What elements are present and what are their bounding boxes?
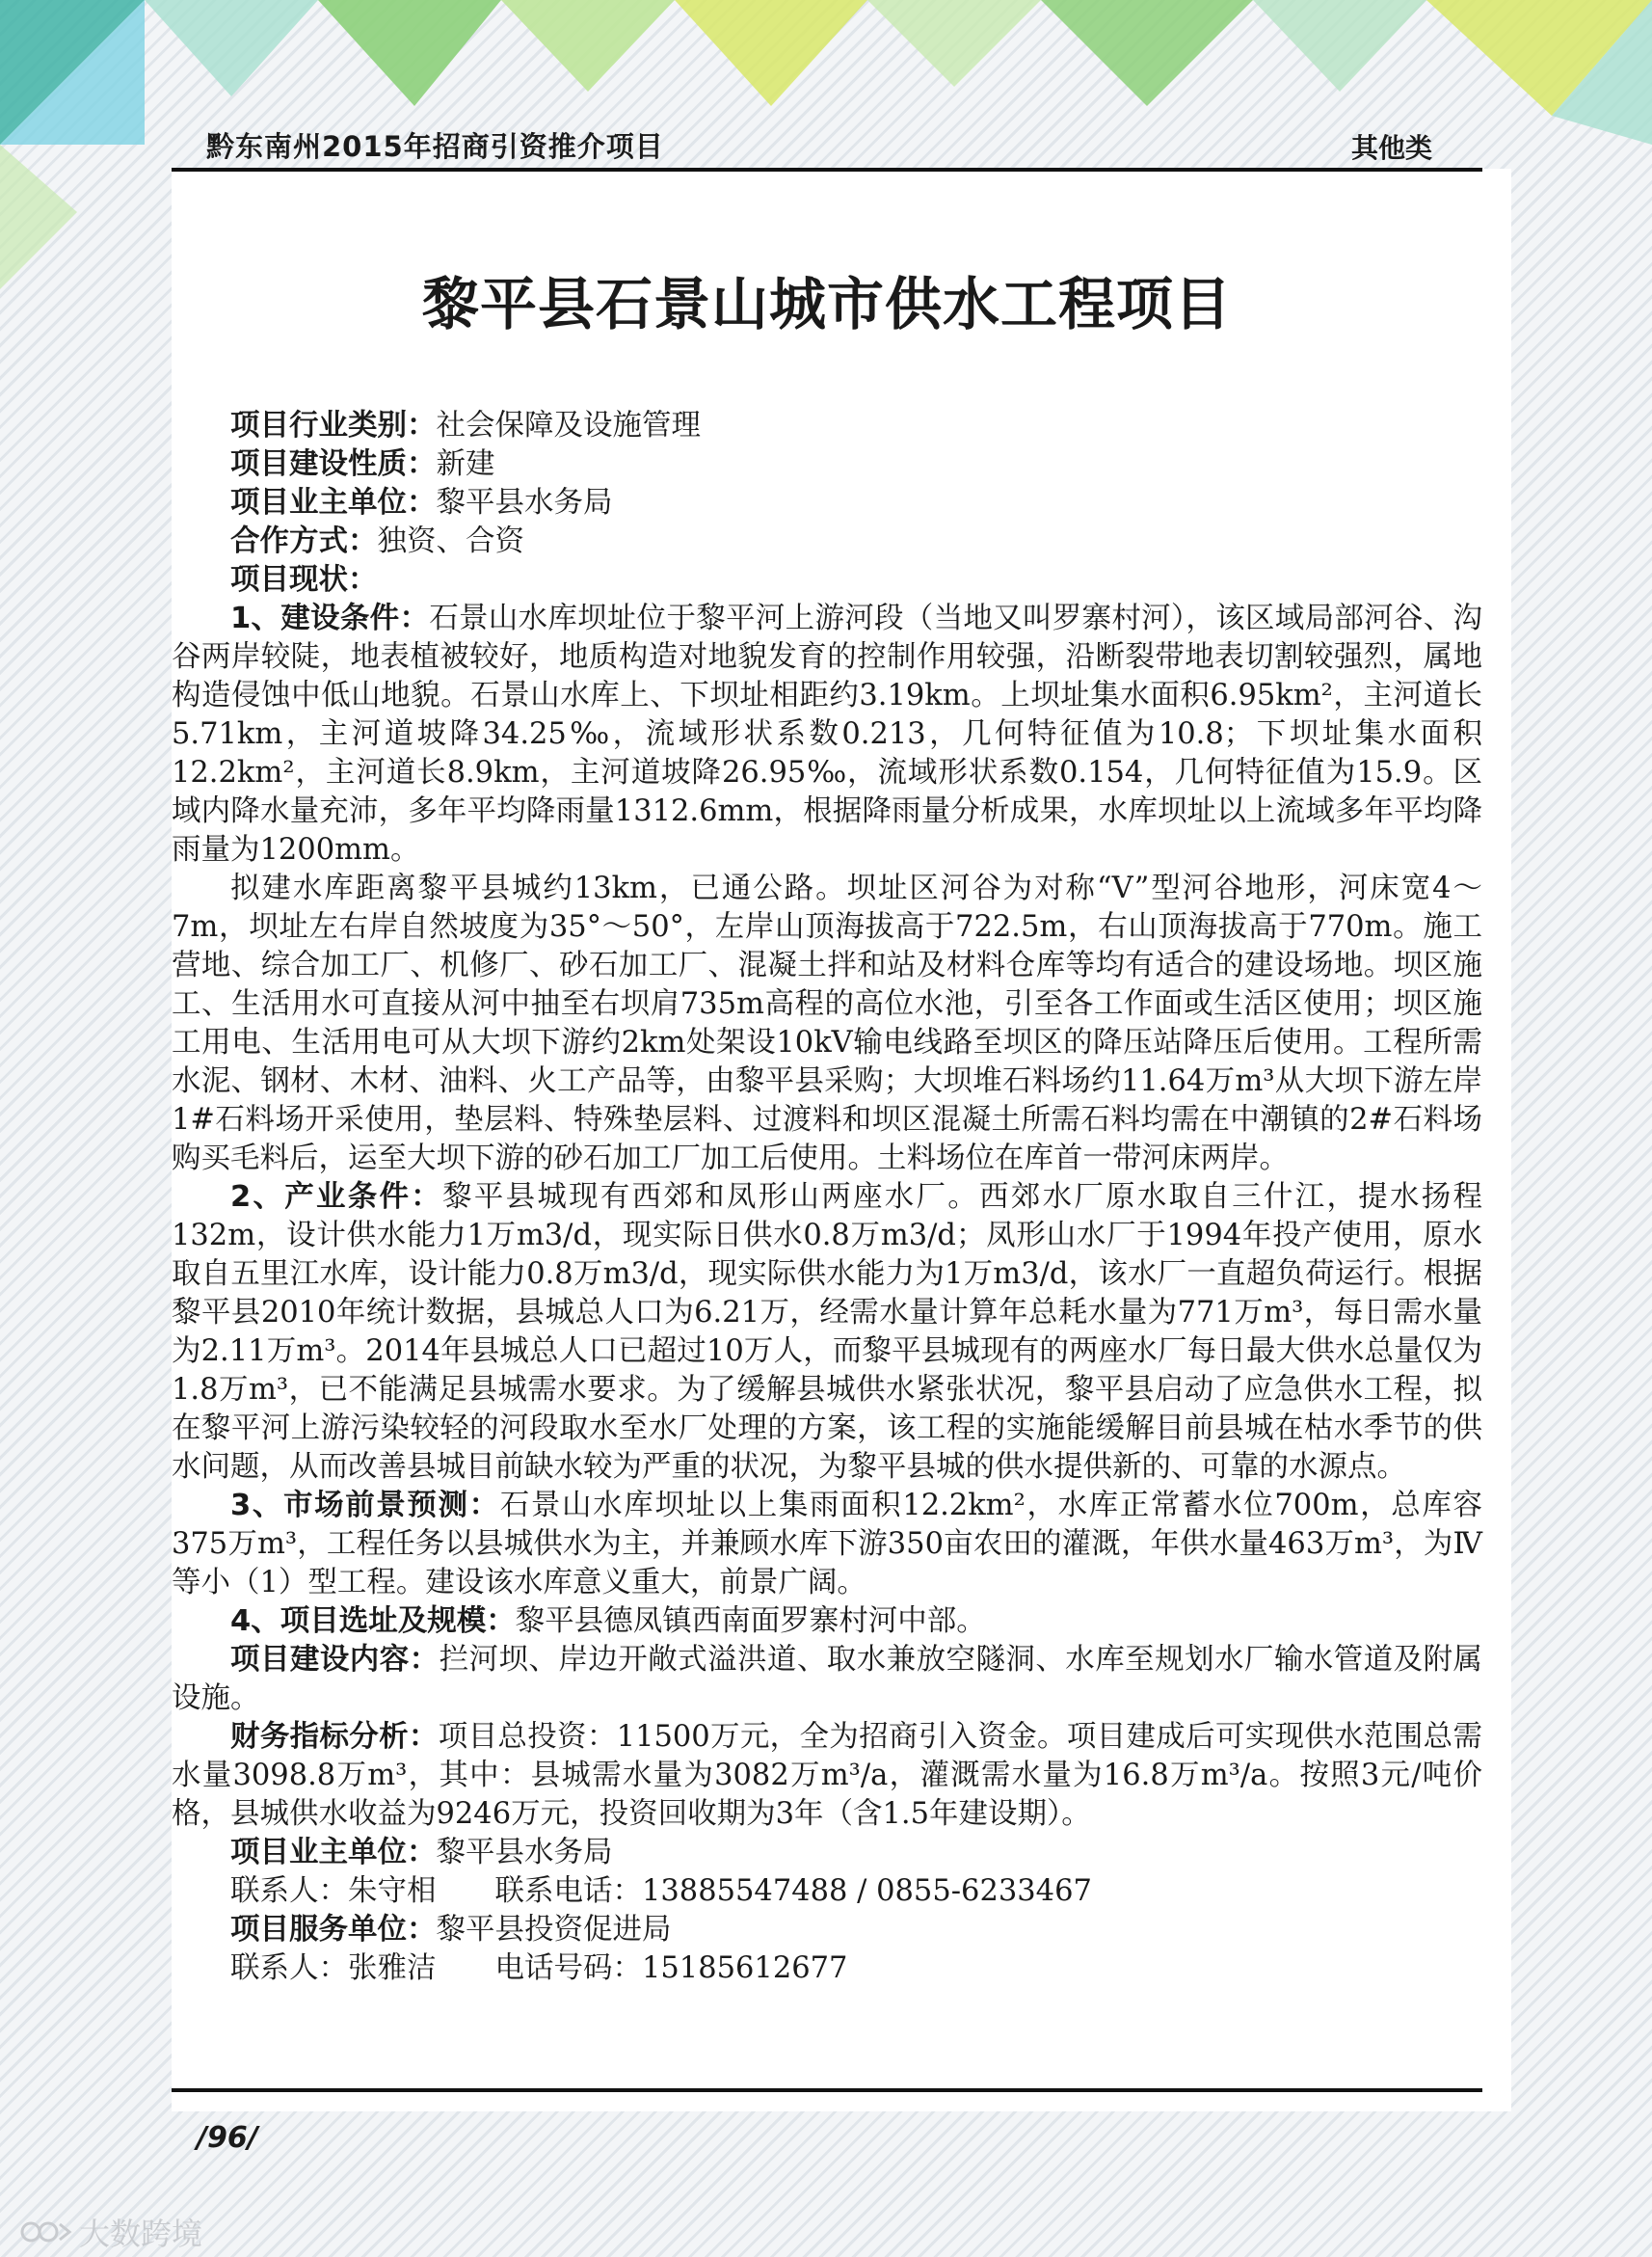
field-value: 黎平县水务局 — [436, 486, 613, 520]
service-unit — [172, 1911, 1482, 1949]
section-location — [172, 1602, 1482, 1641]
service-contact: 联系人：张雅洁 电话号码：15185612677 — [230, 1951, 848, 1985]
header-rule — [172, 168, 1482, 172]
section-industry — [172, 1178, 1482, 1487]
owner-unit — [172, 1834, 1482, 1872]
field-nature — [172, 445, 1482, 484]
field-value: 新建 — [436, 447, 495, 481]
service-label: 项目服务单位： — [230, 1913, 437, 1947]
watermark-logo-icon — [19, 2217, 73, 2247]
section-content — [172, 1641, 1482, 1718]
section-text: 黎平县德凤镇西南面罗寨村河中部。 — [515, 1604, 986, 1638]
section-text: 石景山水库坝址位于黎平河上游河段（当地又叫罗寨村河），该区域局部河谷、沟谷两岸较陡，地表植被较好，地质构造对地貌发育的控制作用较强，沿断裂带地表切割较强烈，属地构造侵蚀中低山地貌。石景山水库上、下坝址相距约3.19km。上坝址集水面积6.95km²，主河道长5.71km，主河道坡降34.25‰，流域形状系数0.213，几何特征值为10.8；下坝址集水面积12.2km²，主河道长8.9km，主河道坡降26.95‰，流域形状系数0.154，几何特征值为15.9。区域内降水量充沛，多年平均降雨量1312.6mm，根据降雨量分析成果，水库坝址以上流域多年平均降雨量为1200mm。 — [172, 602, 1482, 867]
watermark — [19, 2210, 202, 2254]
section-label: 项目建设内容： — [230, 1643, 440, 1677]
section-label: 1、建设条件： — [230, 602, 430, 635]
section-construction — [172, 600, 1482, 870]
section-text: 拦河坝、岸边开敞式溢洪道、取水兼放空隧洞、水库至规划水厂输水管道及附属设施。 — [172, 1643, 1483, 1715]
header-publication-title: 黔东南州2015年招商引资推介项目 — [206, 130, 664, 163]
section-label: 4、项目选址及规模： — [230, 1604, 516, 1638]
footer-rule — [172, 2088, 1482, 2092]
section-label: 3、市场前景预测： — [230, 1489, 500, 1522]
field-industry — [172, 407, 1482, 445]
section-text: 项目总投资：11500万元，全为招商引入资金。项目建成后可实现供水范围总需水量3098.8万m³，其中：县城需水量为3082万m³/a，灌溉需水量为16.8万m³/a。按照3元/吨价格，县城供水收益为9246万元，投资回收期为3年（含1.5年建设期）。 — [172, 1720, 1483, 1831]
service-value: 黎平县投资促进局 — [436, 1913, 672, 1947]
section-text: 拟建水库距离黎平县城约13km，已通公路。坝址区河谷为对称“V”型河谷地形，河床宽4～7m，坝址左右岸自然坡度为35°～50°，左岸山顶海拔高于722.5m，右山顶海拔高于770m。施工营地、综合加工厂、机修厂、砂石加工厂、混凝土拌和站及材料仓库等均有适合的建设场地。坝区施工、生活用水可直接从河中抽至右坝肩735m高程的高位水池，引至各工作面或生活区使用；坝区施工用电、生活用电可从大坝下游约2km处架设10kV输电线路至坝区的降压站降压后使用。工程所需水泥、钢材、木材、油料、火工产品等，由黎平县采购；大坝堆石料场约11.64万m³从大坝下游左岸1#石料场开采使用，垫层料、特殊垫层料、过渡料和坝区混凝土所需石料均需在中潮镇的2#石料场购买毛料后，运至大坝下游的砂石加工厂加工后使用。土料场位在库首一带河床两岸。 — [172, 872, 1482, 1175]
field-label: 项目行业类别： — [230, 409, 437, 443]
owner-contact: 联系人：朱守相 联系电话：13885547488 / 0855-6233467 — [230, 1874, 1092, 1908]
owner-label: 项目业主单位： — [230, 1836, 437, 1869]
section-text: 石景山水库坝址以上集雨面积12.2km²，水库正常蓄水位700m，总库容375万m³，工程任务以县城供水为主，并兼顾水库下游350亩农田的灌溉，年供水量463万m³，为Ⅳ等小（1）型工程。建设该水库意义重大，前景广阔。 — [172, 1489, 1482, 1599]
section-reservoir-site — [172, 870, 1482, 1178]
section-text: 黎平县城现有西郊和凤形山两座水厂。西郊水厂原水取自三什江，提水扬程132m，设计供水能力1万m3/d，现实际日供水0.8万m3/d；凤形山水厂于1994年投产使用，原水取自五里江水库，设计能力0.8万m3/d，现实际供水能力为1万m3/d，该水厂一直超负荷运行。根据黎平县2010年统计数据，县城总人口为6.21万，经需水量计算年总耗水量为771万m³，每日需水量为2.11万m³。2014年县城总人口已超过10万人，而黎平县城现有的两座水厂每日最大供水总量仅为1.8万m³，已不能满足县城需水要求。为了缓解县城供水紧张状况，黎平县启动了应急供水工程，拟在黎平河上游污染较轻的河段取水至水厂处理的方案，该工程的实施能缓解目前县城在枯水季节的供水问题，从而改善县城目前缺水较为严重的状况，为黎平县城的供水提供新的、可靠的水源点。 — [172, 1180, 1482, 1484]
page-number: /96/ — [197, 2121, 258, 2155]
header-category: 其他类 — [1350, 132, 1432, 164]
field-label: 项目建设性质： — [230, 447, 437, 481]
document-body — [172, 407, 1482, 1988]
section-label: 2、产业条件： — [230, 1180, 443, 1214]
status-label: 项目现状： — [230, 563, 378, 597]
field-cooperation — [172, 523, 1482, 561]
section-label: 财务指标分析： — [230, 1720, 439, 1754]
field-owner — [172, 484, 1482, 523]
field-value: 社会保障及设施管理 — [436, 409, 701, 443]
watermark-text: 大数跨境 — [79, 2216, 203, 2252]
field-label: 项目业主单位： — [230, 486, 437, 520]
field-label: 合作方式： — [230, 524, 378, 558]
section-finance — [172, 1718, 1482, 1834]
status-heading — [172, 561, 1482, 600]
section-market — [172, 1487, 1482, 1602]
owner-value: 黎平县水务局 — [436, 1836, 613, 1869]
page-title: 黎平县石景山城市供水工程项目 — [421, 271, 1232, 337]
field-value: 独资、合资 — [377, 524, 524, 558]
